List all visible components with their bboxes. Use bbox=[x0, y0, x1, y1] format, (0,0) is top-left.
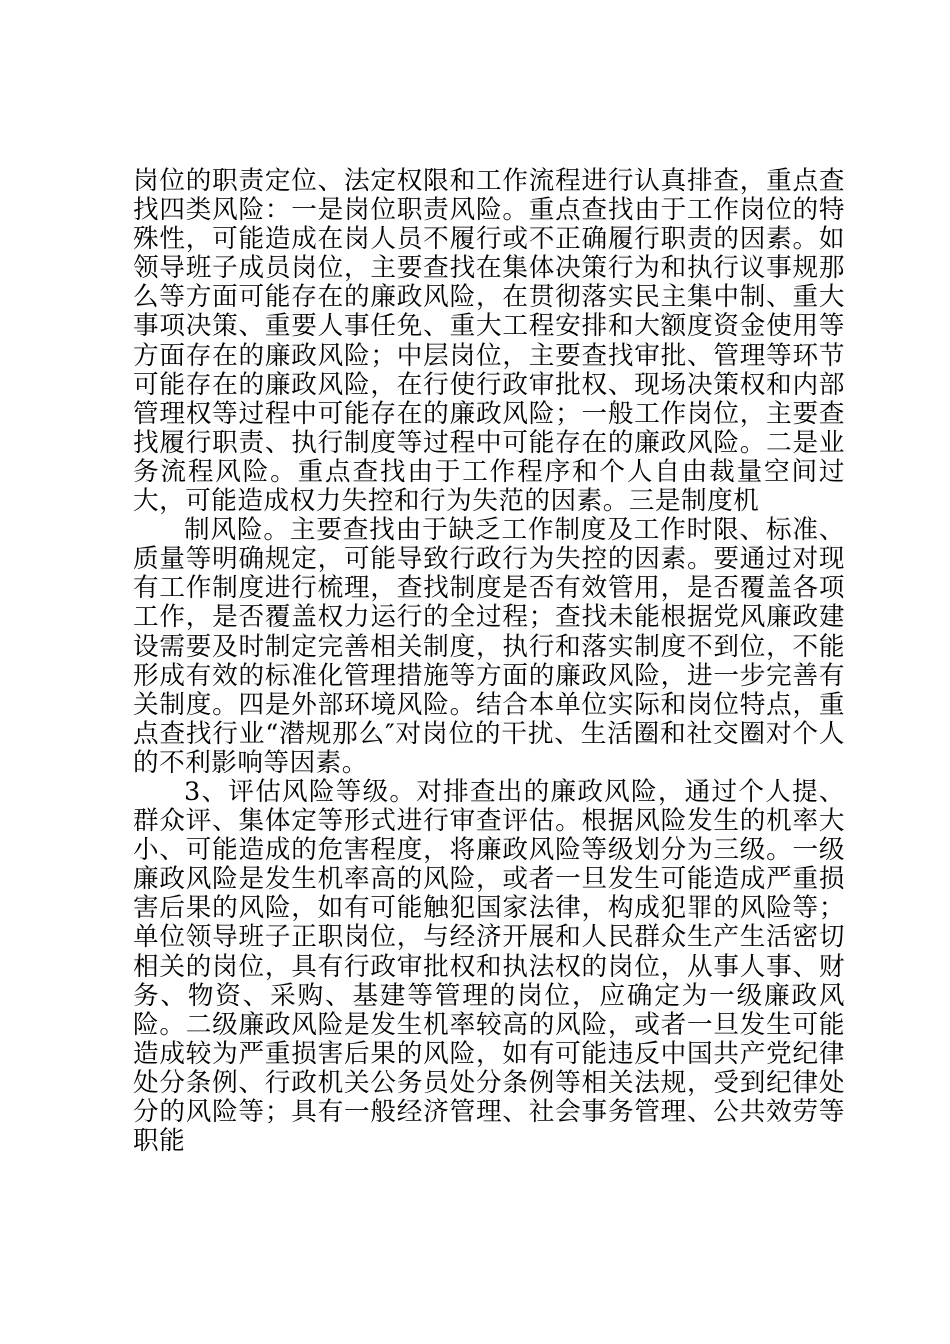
paragraph-job-risk: 岗位的职责定位、法定权限和工作流程进行认真排查，重点查找四类风险：一是岗位职责风险。重点查找由于工作岗位的特殊性，可能造成在岗人员不履行或不正确履行职责的因素。如领导班子成员岗位，主要查找在集体决策行为和执行议事规那么等方面可能存在的廉政风险，在贯彻落实民主集中制、重大事项决策、重要人事任免、重大工程安排和大额度资金使用等方面存在的廉政风险；中层岗位，主要查找审批、管理等环节可能存在的廉政风险，在行使行政审批权、现场决策权和内部管理权等过程中可能存在的廉政风险；一般工作岗位，主要查找履行职责、执行制度等过程中可能存在的廉政风险。二是业务流程风险。重点查找由于工作程序和个人自由裁量空间过大，可能造成权力失控和行为失范的因素。三是制度机 bbox=[133, 166, 845, 517]
paragraph-system-risk: 制风险。主要查找由于缺乏工作制度及工作时限、标准、质量等明确规定，可能导致行政行为失控的因素。要通过对现有工作制度进行梳理，查找制度是否有效管用，是否覆盖各项工作，是否覆盖权力运行的全过程；查找未能根据党风廉政建设需要及时制定完善相关制度，执行和落实制度不到位，不能形成有效的标准化管理措施等方面的廉政风险，进一步完善有关制度。四是外部环境风险。结合本单位实际和岗位特点，重点查找行业“潜规那么″对岗位的干扰、生活圈和社交圈对个人的不利影响等因素。 bbox=[133, 515, 845, 778]
document-page bbox=[133, 167, 845, 1156]
paragraph-risk-grading: 3、评估风险等级。对排查出的廉政风险，通过个人提、群众评、集体定等形式进行审查评估。根据风险发生的机率大小、可能造成的危害程度，将廉政风险等级划分为三级。一级廉政风险是发生机率高的风险，或者一旦发生可能造成严重损害后果的风险，如有可能触犯国家法律，构成犯罪的风险等；单位领导班子正职岗位，与经济开展和人民群众生产生活密切相关的岗位，具有行政审批权和执法权的岗位，从事人事、财务、物资、采购、基建等管理的岗位，应确定为一级廉政风险。二级廉政风险是发生机率较高的风险，或者一旦发生可能造成较为严重损害后果的风险，如有可能违反中国共产党纪律处分条例、行政机关公务员处分条例等相关法规，受到纪律处分的风险等；具有一般经济管理、社会事务管理、公共效劳等职能 bbox=[133, 776, 845, 1157]
